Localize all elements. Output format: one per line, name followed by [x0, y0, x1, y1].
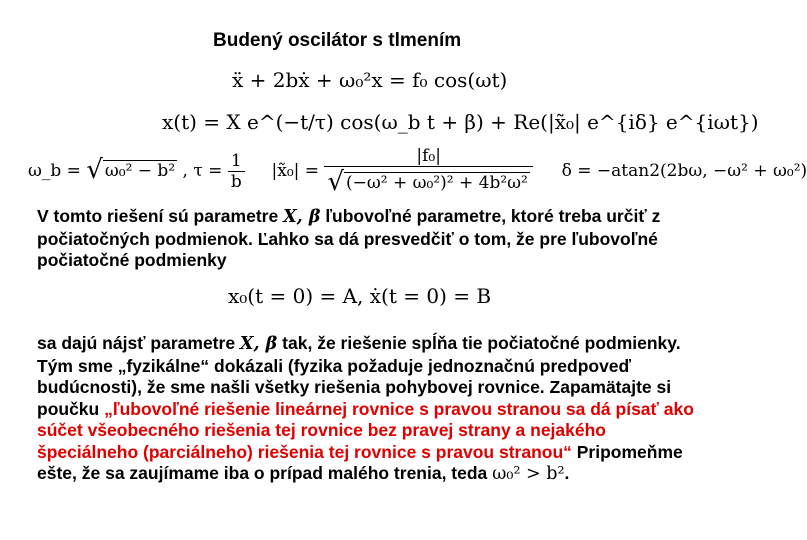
tau-fraction [228, 151, 245, 192]
amplitude-label: |x̃₀| = [271, 161, 320, 181]
sqrt-sign: √ [327, 167, 345, 197]
amplitude-radicand: (−ω² + ω₀²)² + 4b²ω² [346, 173, 528, 193]
equation-of-motion: ẍ + 2bẋ + ω₀²x = f₀ cos(ωt) [232, 68, 508, 92]
paragraph-2-text-c: Pripomeňme ešte, že sa zaujímame iba o prípad malého trenia, teda [37, 441, 683, 483]
initial-conditions-equation: x₀(t = 0) = A, ẋ(t = 0) = B [228, 284, 492, 308]
tau-numerator: 1 [228, 151, 245, 172]
small-friction-condition: ω₀² > b² [492, 464, 565, 484]
paragraph-2-text-b: tak, že riešenie spĺňa tie počiatočné podmienky. Tým sme „fyzikálne“ dokázali (fyzika požaduje jednoznačnú predpoveď budúcnosti), že sme našli všetky riešenia pohybovej rovnice. Zapamätajte si poučku [37, 333, 681, 419]
omega-b-label: ω_b = [28, 161, 81, 181]
general-solution-equation: x(t) = X e^(−t/τ) cos(ω_b t + β) + Re(|x̃₀| e^{iδ} e^{iωt}) [162, 110, 759, 134]
paragraph-1 [37, 206, 697, 272]
amplitude-fraction [324, 146, 532, 197]
paragraph-2 [37, 333, 697, 486]
amplitude-denominator [324, 167, 532, 197]
amplitude-numerator: |f₀| [324, 146, 532, 167]
tau-label: , τ = [182, 161, 223, 181]
page-title: Budený oscilátor s tlmením [213, 30, 462, 51]
tau-denominator: b [230, 172, 242, 192]
delta-equation: δ = −atan2(2bω, −ω² + ω₀²) [561, 161, 807, 181]
paragraph-2-period: . [564, 463, 570, 483]
parameters-x-beta: X, β [283, 207, 321, 227]
sqrt-sign: √ [86, 155, 103, 185]
highlighted-rule: „ľubovoľné riešenie lineárnej rovnice s pravou stranou sa dá písať ako súčet všeobecného riešenia tej rovnice bez pravej strany a nejakého špeciálneho (parciálneho) riešenia tej rovnice s pravou stranou“ [37, 398, 694, 462]
parameter-definitions [28, 146, 807, 197]
omega-b-radicand: ω₀² − b² [104, 161, 176, 181]
parameters-x-beta: X, β [239, 334, 278, 354]
paragraph-2-text-a: sa dajú nájsť parametre [37, 333, 240, 353]
paragraph-1-text-a: V tomto riešení sú parametre [37, 206, 284, 226]
paragraph-1-text-b: ľubovoľné parametre, ktoré treba určiť z počiatočných podmienok. Ľahko sa dá presvedčiť o tom, že pre ľubovoľné počiatočné podmienky [37, 206, 661, 270]
